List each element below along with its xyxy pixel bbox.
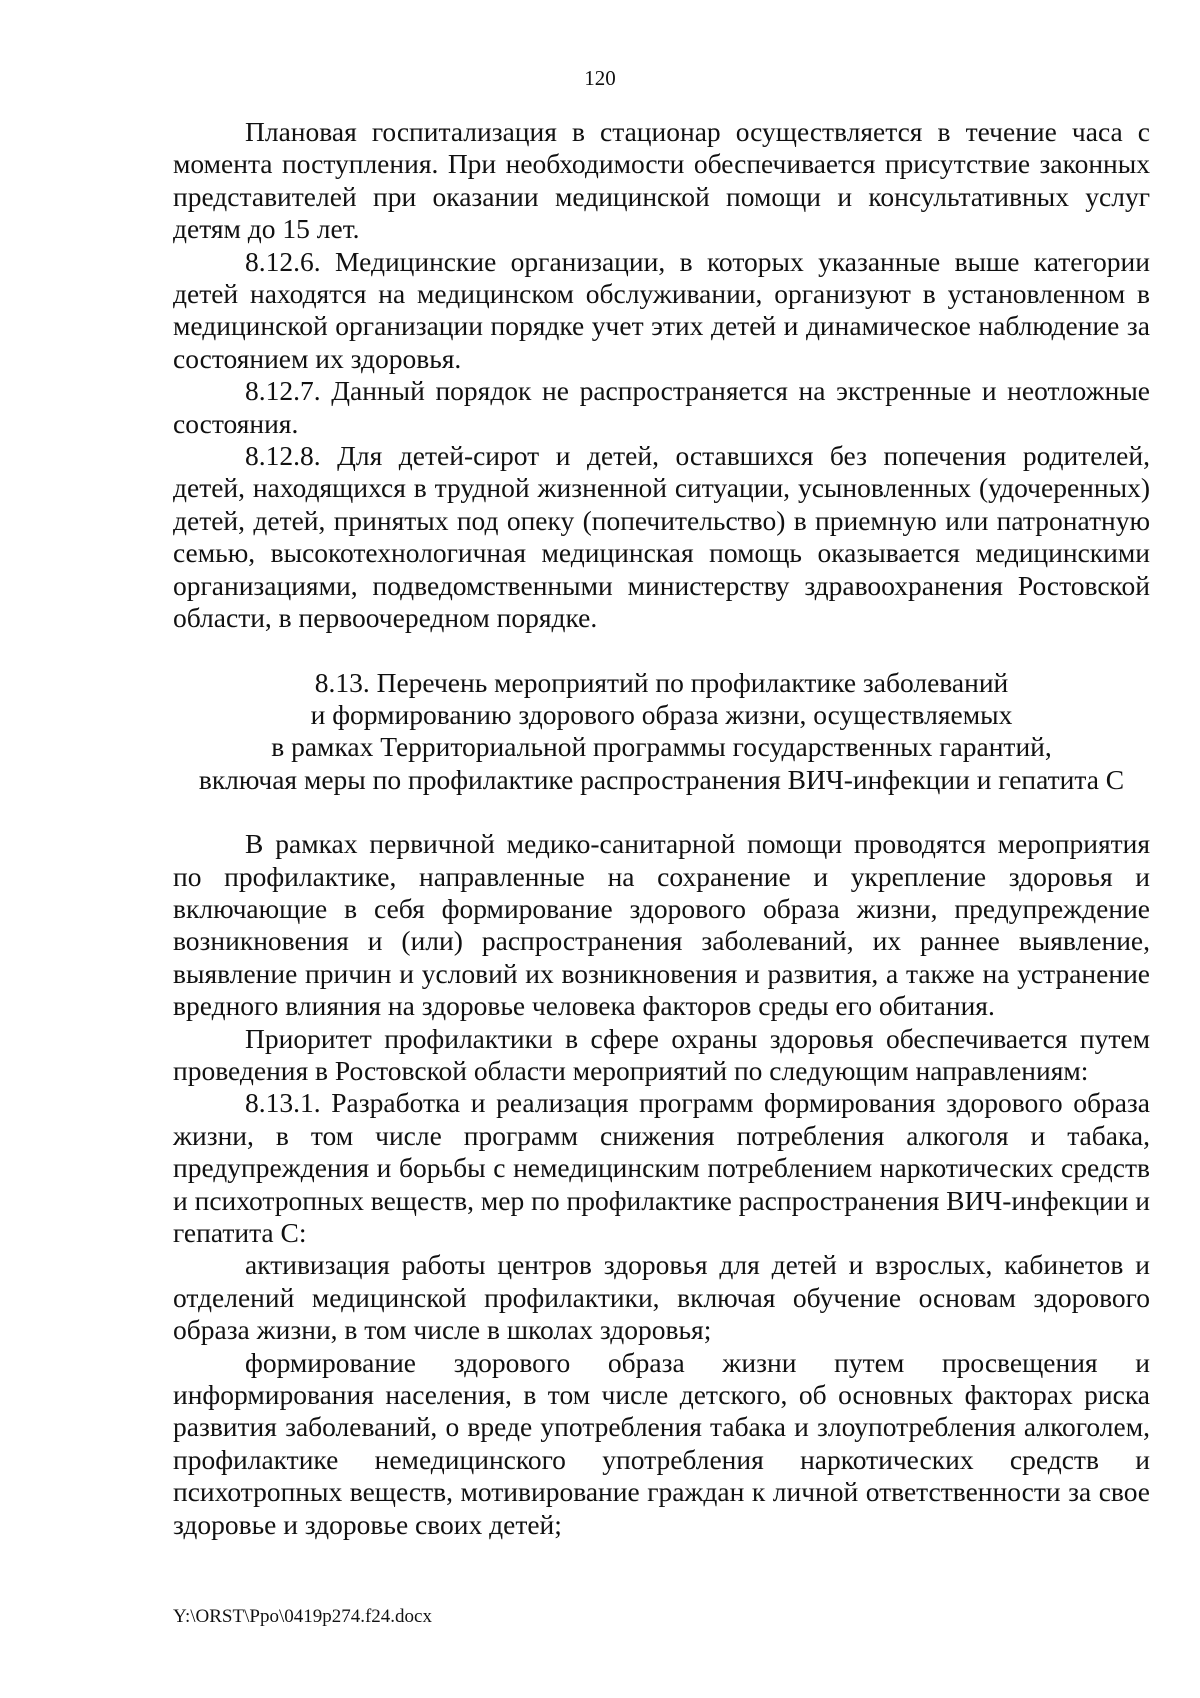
document-body <box>173 116 1150 1541</box>
section-heading-line: и формированию здорового образа жизни, осуществляемых <box>310 698 1013 730</box>
paragraph: 8.12.7. Данный порядок не распространяется на экстренные и неотложные состояния. <box>173 375 1150 439</box>
section-heading-line: в рамках Территориальной программы государственных гарантий, <box>271 731 1052 763</box>
section-heading <box>173 667 1150 797</box>
page-number: 120 <box>584 66 616 90</box>
paragraph: Приоритет профилактики в сфере охраны здоровья обеспечивается путем проведения в Ростовской области мероприятий по следующим направлениям: <box>173 1022 1150 1086</box>
section-heading-line: 8.13. Перечень мероприятий по профилактике заболеваний <box>314 666 1009 698</box>
section-heading-line: включая меры по профилактике распространения ВИЧ-инфекции и гепатита С <box>198 763 1125 795</box>
footer-file-path: Y:\ORST\Ppo\0419p274.f24.docx <box>173 1606 432 1627</box>
paragraph: 8.13.1. Разработка и реализация программ формирования здорового образа жизни, в том числе программ снижения потребления алкоголя и табака, предупреждения и борьбы с немедицинским потреблением наркотических средств и психотропных веществ, мер по профилактике распространения ВИЧ-инфекции и гепатита С: <box>173 1087 1150 1248</box>
paragraph: 8.12.8. Для детей-сирот и детей, оставшихся без попечения родителей, детей, находящихся в трудной жизненной ситуации, усыновленных (удочеренных) детей, детей, принятых под опеку (попечительство) в приемную или патронатную семью, высокотехнологичная медицинская помощь оказывается медицинскими организациями, подведомственными министерству здравоохранения Ростовской области, в первоочередном порядке. <box>173 440 1150 634</box>
paragraph: В рамках первичной медико-санитарной помощи проводятся мероприятия по профилактике, направленные на сохранение и укрепление здоровья и включающие в себя формирование здорового образа жизни, предупреждение возникновения и (или) распространения заболеваний, их раннее выявление, выявление причин и условий их возникновения и развития, а также на устранение вредного влияния на здоровье человека факторов среды его обитания. <box>173 828 1150 1022</box>
paragraph: активизация работы центров здоровья для детей и взрослых, кабинетов и отделений медицинской профилактики, включая обучение основам здорового образа жизни, в том числе в школах здоровья; <box>173 1249 1150 1346</box>
paragraph: 8.12.6. Медицинские организации, в которых указанные выше категории детей находятся на медицинском обслуживании, организуют в установленном в медицинской организации порядке учет этих детей и динамическое наблюдение за состоянием их здоровья. <box>173 245 1150 374</box>
paragraph: формирование здорового образа жизни путем просвещения и информирования населения, в том числе детского, об основных факторах риска развития заболеваний, о вреде употребления табака и злоупотребления алкоголем, профилактике немедицинского употребления наркотических средств и психотропных веществ, мотивирование граждан к личной ответственности за свое здоровье и здоровье своих детей; <box>173 1346 1150 1540</box>
paragraph: Плановая госпитализация в стационар осуществляется в течение часа с момента поступления. При необходимости обеспечивается присутствие законных представителей при оказании медицинской помощи и консультативных услуг детям до 15 лет. <box>173 116 1150 245</box>
